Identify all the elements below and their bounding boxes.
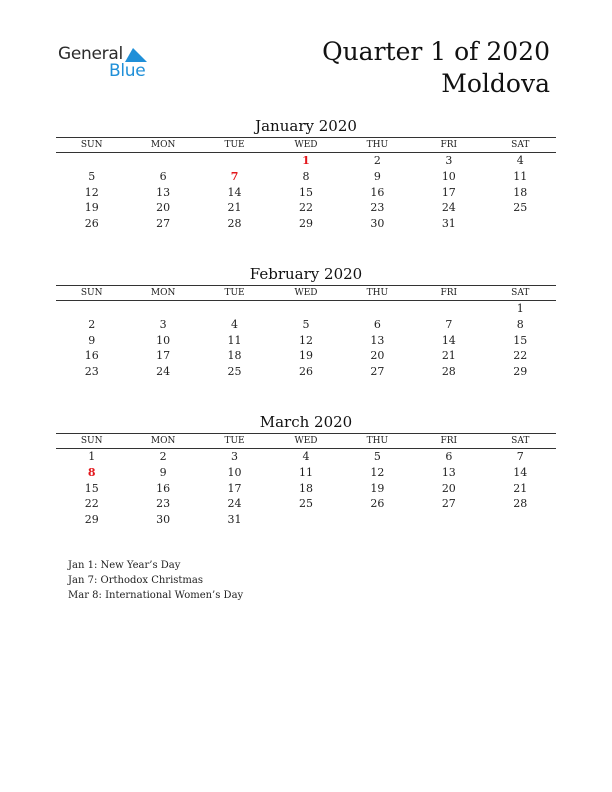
page-title [322, 36, 550, 100]
weekday-header-row [56, 286, 556, 301]
day-cell: 3 [231, 450, 239, 463]
weekday-label: MON [127, 138, 198, 153]
day-cell: 5 [373, 450, 381, 463]
day-cell: 29 [513, 365, 528, 379]
day-cell: 23 [156, 497, 171, 511]
weekday-label: THU [342, 286, 413, 301]
day-cell: 16 [84, 349, 99, 363]
week-row [56, 364, 556, 380]
day-cell: 9 [88, 333, 96, 347]
day-cell: 19 [298, 349, 313, 363]
week-row [56, 496, 556, 512]
day-cell: 7 [445, 317, 453, 331]
month-grid [56, 137, 556, 232]
weekday-header-row [56, 434, 556, 449]
weekday-header-row [56, 138, 556, 153]
day-cell: 10 [441, 169, 456, 183]
weekday-label: TUE [199, 434, 270, 449]
day-cell: 14 [441, 333, 456, 347]
empty-day-cell [413, 512, 484, 528]
logo-text-blue: Blue [109, 61, 146, 81]
empty-day-cell [199, 301, 270, 317]
day-cell: 15 [84, 481, 99, 495]
day-cell: 29 [298, 217, 313, 231]
holiday-day-cell: 1 [302, 154, 310, 167]
month-title: March 2020 [259, 413, 353, 431]
logo-triangle-icon [125, 48, 147, 62]
day-cell: 24 [441, 201, 456, 215]
day-cell: 28 [227, 217, 242, 231]
day-cell: 14 [227, 185, 242, 199]
day-cell: 27 [156, 217, 171, 231]
day-cell: 17 [156, 349, 171, 363]
title-quarter: Quarter 1 of 2020 [322, 37, 550, 66]
day-cell: 3 [159, 317, 167, 331]
day-cell: 9 [159, 465, 167, 479]
day-cell: 13 [156, 185, 171, 199]
day-cell: 13 [441, 465, 456, 479]
day-cell: 23 [84, 365, 99, 379]
day-cell: 18 [227, 349, 242, 363]
day-cell: 28 [513, 497, 528, 511]
weekday-label: TUE [199, 286, 270, 301]
empty-day-cell [485, 216, 556, 232]
day-cell: 17 [441, 185, 456, 199]
weekday-label: SUN [56, 286, 127, 301]
week-row [56, 185, 556, 201]
empty-day-cell [413, 301, 484, 317]
day-cell: 11 [298, 465, 313, 479]
weekday-label: SAT [485, 286, 556, 301]
week-row [56, 216, 556, 232]
holiday-note: Mar 8: International Women’s Day [68, 590, 244, 601]
weekday-label: WED [270, 434, 341, 449]
day-cell: 10 [227, 465, 242, 479]
day-cell: 2 [88, 317, 96, 331]
weekday-label: SAT [485, 138, 556, 153]
day-cell: 4 [516, 154, 524, 167]
day-cell: 15 [298, 185, 313, 199]
week-row [56, 301, 556, 317]
day-cell: 30 [156, 513, 171, 527]
day-cell: 26 [84, 217, 99, 231]
empty-day-cell [56, 153, 127, 169]
weekday-label: MON [127, 434, 198, 449]
day-cell: 26 [370, 497, 385, 511]
day-cell: 5 [302, 317, 310, 331]
holiday-day-cell: 8 [87, 465, 96, 479]
week-row [56, 317, 556, 333]
day-cell: 20 [156, 201, 171, 215]
day-cell: 8 [302, 169, 310, 183]
day-cell: 9 [373, 169, 381, 183]
day-cell: 6 [373, 317, 381, 331]
empty-day-cell [485, 512, 556, 528]
day-cell: 8 [516, 317, 524, 331]
day-cell: 15 [513, 333, 528, 347]
empty-day-cell [342, 512, 413, 528]
empty-day-cell [199, 153, 270, 169]
day-cell: 6 [445, 450, 453, 463]
weekday-label: SUN [56, 434, 127, 449]
weekday-label: THU [342, 434, 413, 449]
week-row [56, 465, 556, 481]
day-cell: 27 [441, 497, 456, 511]
weekday-label: SUN [56, 138, 127, 153]
weekday-label: TUE [199, 138, 270, 153]
week-row [56, 348, 556, 364]
day-cell: 25 [227, 365, 242, 379]
day-cell: 29 [84, 513, 99, 527]
logo-text-general: General [58, 44, 123, 64]
day-cell: 1 [516, 302, 524, 315]
day-cell: 16 [370, 185, 385, 199]
day-cell: 24 [227, 497, 242, 511]
week-row [56, 449, 556, 465]
day-cell: 19 [370, 481, 385, 495]
week-row [56, 200, 556, 216]
weekday-label: WED [270, 138, 341, 153]
holiday-note: Jan 7: Orthodox Christmas [68, 575, 203, 586]
day-cell: 27 [370, 365, 385, 379]
day-cell: 1 [88, 450, 96, 463]
empty-day-cell [342, 301, 413, 317]
day-cell: 10 [156, 333, 171, 347]
empty-day-cell [270, 301, 341, 317]
day-cell: 25 [513, 201, 528, 215]
weekday-label: FRI [413, 434, 484, 449]
day-cell: 31 [227, 513, 242, 527]
week-row [56, 512, 556, 528]
title-country: Moldova [441, 69, 550, 98]
weekday-label: FRI [413, 138, 484, 153]
day-cell: 30 [370, 217, 385, 231]
day-cell: 23 [370, 201, 385, 215]
day-cell: 12 [298, 333, 313, 347]
day-cell: 28 [441, 365, 456, 379]
day-cell: 22 [298, 201, 313, 215]
weekday-label: THU [342, 138, 413, 153]
generalblue-logo [58, 44, 158, 84]
month-title: February 2020 [249, 265, 363, 283]
empty-day-cell [56, 301, 127, 317]
weekday-label: FRI [413, 286, 484, 301]
day-cell: 2 [159, 450, 167, 463]
day-cell: 21 [513, 481, 528, 495]
day-cell: 4 [231, 317, 239, 331]
month-grid [56, 433, 556, 528]
day-cell: 18 [513, 185, 528, 199]
empty-day-cell [127, 301, 198, 317]
holiday-notes [68, 558, 243, 603]
week-row [56, 169, 556, 185]
weekday-label: WED [270, 286, 341, 301]
day-cell: 17 [227, 481, 242, 495]
day-cell: 5 [88, 169, 96, 183]
day-cell: 11 [227, 333, 242, 347]
day-cell: 12 [370, 465, 385, 479]
day-cell: 31 [441, 217, 456, 231]
day-cell: 21 [227, 201, 242, 215]
weekday-label: SAT [485, 434, 556, 449]
day-cell: 22 [513, 349, 528, 363]
day-cell: 3 [445, 154, 453, 167]
day-cell: 19 [84, 201, 99, 215]
day-cell: 11 [513, 169, 528, 183]
day-cell: 24 [156, 365, 171, 379]
day-cell: 14 [513, 465, 528, 479]
holiday-day-cell: 7 [230, 169, 239, 183]
day-cell: 20 [370, 349, 385, 363]
week-row [56, 333, 556, 349]
day-cell: 12 [84, 185, 99, 199]
month-title: January 2020 [255, 117, 357, 135]
holiday-note: Jan 1: New Year’s Day [68, 560, 181, 571]
day-cell: 22 [84, 497, 99, 511]
empty-day-cell [127, 153, 198, 169]
day-cell: 2 [373, 154, 381, 167]
day-cell: 13 [370, 333, 385, 347]
day-cell: 7 [516, 450, 524, 463]
day-cell: 16 [156, 481, 171, 495]
day-cell: 25 [298, 497, 313, 511]
month-march [56, 412, 556, 528]
month-february [56, 264, 556, 380]
day-cell: 21 [441, 349, 456, 363]
month-january [56, 116, 556, 232]
month-grid [56, 285, 556, 380]
day-cell: 20 [441, 481, 456, 495]
weekday-label: MON [127, 286, 198, 301]
day-cell: 6 [159, 169, 167, 183]
day-cell: 4 [302, 450, 310, 463]
day-cell: 26 [298, 365, 313, 379]
week-row [56, 481, 556, 497]
week-row [56, 153, 556, 169]
day-cell: 18 [298, 481, 313, 495]
empty-day-cell [270, 512, 341, 528]
